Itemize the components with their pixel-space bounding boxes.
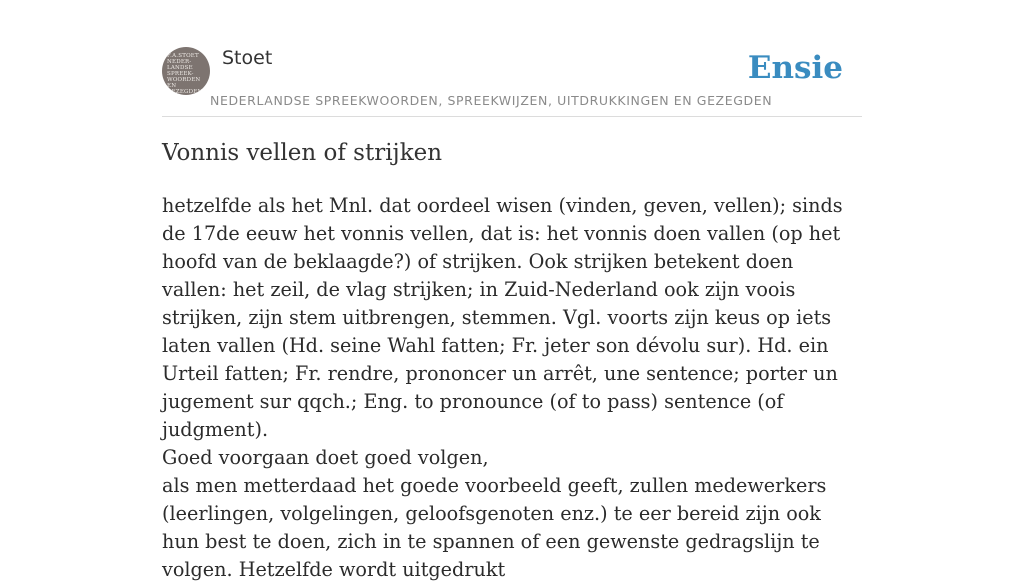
entry-body [162,192,862,584]
entry-paragraph: als men metterdaad het goede voorbeeld geeft, zullen medewerkers (leerlingen, volgelingen, geloofsgenoten enz.) te eer bereid zijn ook hun best te doen, zich in te spannen of een gewenste gedragslijn te volgen. Hetzelfde wordt uitgedrukt [162,474,827,581]
source-logo-text: F.A.STOET NEDER- LANDSE SPREEK- WOORDEN EN GEZEGDEN [167,53,203,95]
source-avatar[interactable] [162,47,210,95]
source-subtitle: NEDERLANDSE SPREEKWOORDEN, SPREEKWIJZEN, UITDRUKKINGEN EN GEZEGDEN [210,93,773,108]
source-name[interactable]: Stoet [222,47,273,69]
entry-title: Vonnis vellen of strijken [162,140,443,166]
entry-paragraph: Goed voorgaan doet goed volgen, [162,446,489,469]
entry-paragraph: hetzelfde als het Mnl. dat oordeel wisen (vinden, geven, vellen); sinds de 17de eeuw het vonnis vellen, dat is: het vonnis doen vallen (op het hoofd van de beklaagde?) of strijken. Ook strijken betekent doen vallen: het zeil, de vlag strijken; in Zuid-Nederland ook zijn voois strijken, zijn stem uitbrengen, stemmen. Vgl. voorts zijn keus op iets laten vallen (Hd. seine Wahl fatten; Fr. jeter son dévolu sur). Hd. ein Urteil fatten; Fr. rendre, prononcer un arrêt, une sentence; porter un jugement sur qqch.; Eng. to pronounce (of to pass) sentence (of judgment). [162,194,843,441]
source-header [162,0,862,117]
page-container [162,0,862,581]
ensie-logo-link[interactable]: Ensie [747,50,843,86]
